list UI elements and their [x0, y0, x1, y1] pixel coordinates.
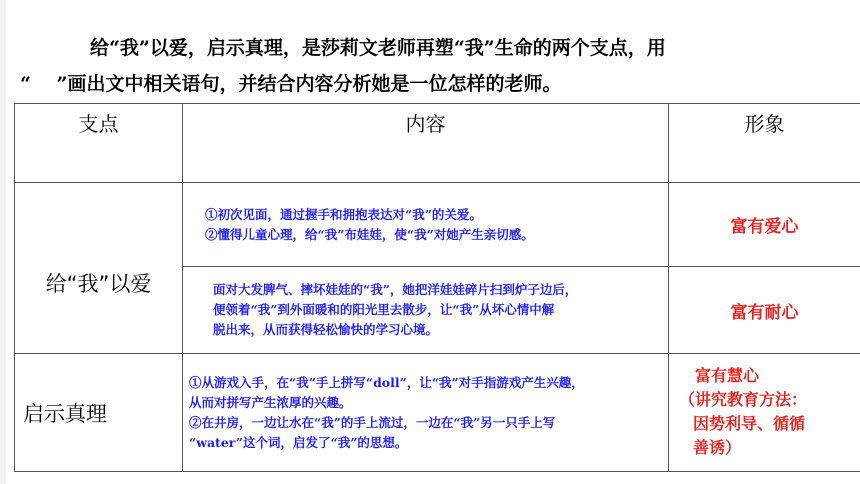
question-line-1: 给“我”以爱，启示真理，是莎莉文老师再塑“我”生命的两个支点，用: [90, 37, 666, 59]
image-line: 富有慧心: [695, 366, 760, 385]
image-line: （讲究教育方法：: [679, 390, 808, 409]
slide: [6, 0, 860, 484]
table-row: [15, 354, 860, 472]
image-love: 富有爱心: [669, 183, 860, 267]
content-line: 从而对拼写产生浓厚的兴趣。: [189, 394, 352, 410]
question-text: [20, 30, 836, 102]
image-wisdom: [669, 354, 860, 472]
content-line: 面对大发脾气、摔坏娃娃的“我”，她把洋娃娃碎片扫到炉子边后，: [213, 282, 578, 297]
content-line: ①初次见面，通过握手和拥抱表达对“我”的关爱。: [205, 206, 482, 222]
table-row: [15, 183, 860, 267]
content-line: 脱出来，从而获得轻松愉快的学习心境。: [213, 322, 439, 337]
image-line: 因势利导、循循: [693, 414, 806, 433]
image-line: 善诱）: [693, 438, 742, 457]
content-truth: [183, 354, 669, 472]
question-line-2: “ ”画出文中相关语句，并结合内容分析她是一位怎样的老师。: [20, 73, 562, 95]
content-line: ①从游戏入手，在“我”手上拼写“doll”，让“我”对手指游戏产生兴趣，: [189, 374, 584, 390]
content-patience: [183, 267, 669, 354]
fulcrum-love: 给“我”以爱: [15, 183, 183, 354]
header-fulcrum: 支点: [15, 104, 183, 183]
content-line: “water”这个词，启发了“我”的思想。: [189, 434, 408, 450]
content-line: ②懂得儿童心理，给“我”布娃娃，使“我”对她产生亲切感。: [205, 226, 534, 242]
fulcrum-truth: 启示真理: [15, 354, 183, 472]
analysis-table: [14, 103, 860, 472]
content-line: ②在井房，一边让水在“我”的手上流过，一边在“我”另一只手上写: [189, 414, 556, 430]
header-content: 内容: [183, 104, 669, 183]
content-love: [183, 183, 669, 267]
image-patience: 富有耐心: [669, 267, 860, 354]
table-header-row: [15, 104, 860, 183]
header-image: 形象: [669, 104, 860, 183]
content-line: 便领着“我”到外面暖和的阳光里去散步，让“我”从坏心情中解: [213, 302, 555, 317]
